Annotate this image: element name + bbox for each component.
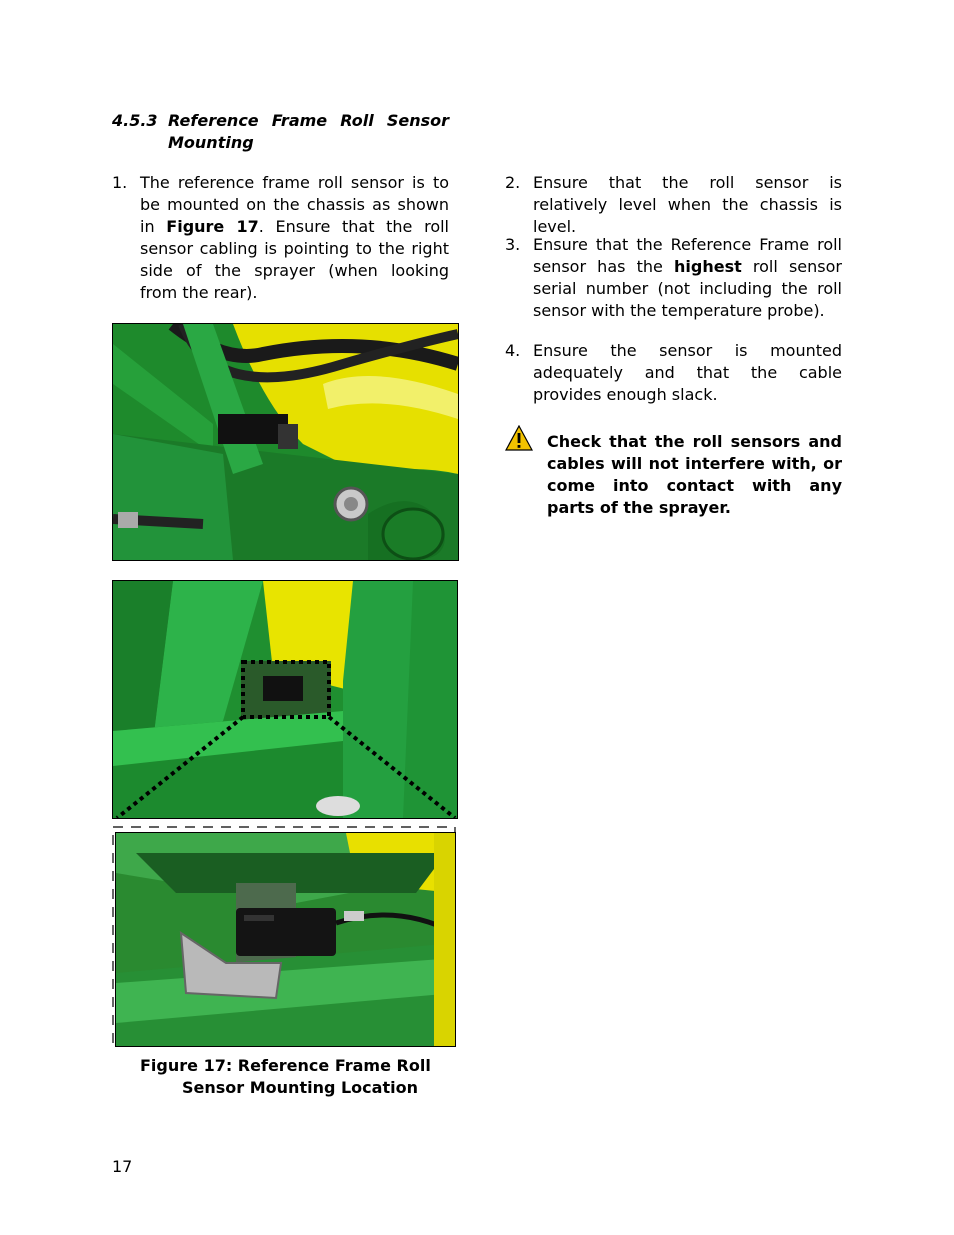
section-number: 4.5.3 [112,111,158,130]
chassis-photo-image [113,324,458,560]
figure-reference: Figure 17 [166,217,259,236]
section-title-line2: Mounting [168,133,254,152]
step-3 [505,234,842,322]
sensor-closeup-image [116,833,455,1046]
photo-sensor-closeup [115,832,456,1047]
section-title-line1: Reference Frame Roll Sensor [168,111,449,130]
emphasis-highest: highest [674,257,742,276]
photo-chassis-overview [112,323,459,561]
step-number: 4. [505,341,521,360]
step-2 [505,172,842,238]
section-heading [112,110,449,154]
sensor-location-image [113,581,457,818]
caption-line1: Figure 17: Reference Frame Roll [140,1056,431,1075]
step-number: 2. [505,173,521,192]
caption-line2: Sensor Mounting Location [182,1078,418,1097]
step-number: 1. [112,173,128,192]
warning-note [505,431,842,519]
warning-text: Check that the roll sensors and cables will not interfere with, or come into contact with any parts of the sprayer. [547,432,842,517]
page-number: 17 [112,1157,133,1176]
photo-sensor-location [112,580,458,819]
figure-caption [112,1055,452,1099]
step-4 [505,340,842,406]
step-1 [112,172,449,304]
step-text: Ensure the sensor is mounted adequately and that the cable provides enough slack. [533,341,842,404]
step-text: Ensure that the Reference Frame roll sensor has the highest roll sensor serial number (not including the roll sensor with the temperature probe). [533,235,842,320]
step-number: 3. [505,235,521,254]
step-text: Ensure that the roll sensor is relatively level when the chassis is level. [533,173,842,236]
warning-triangle-icon [505,425,533,451]
step-text: The reference frame roll sensor is to be mounted on the chassis as shown in Figure 17. Ensure that the roll sensor cabling is pointing to the right side of the sprayer (when looking from the rear). [140,173,449,302]
